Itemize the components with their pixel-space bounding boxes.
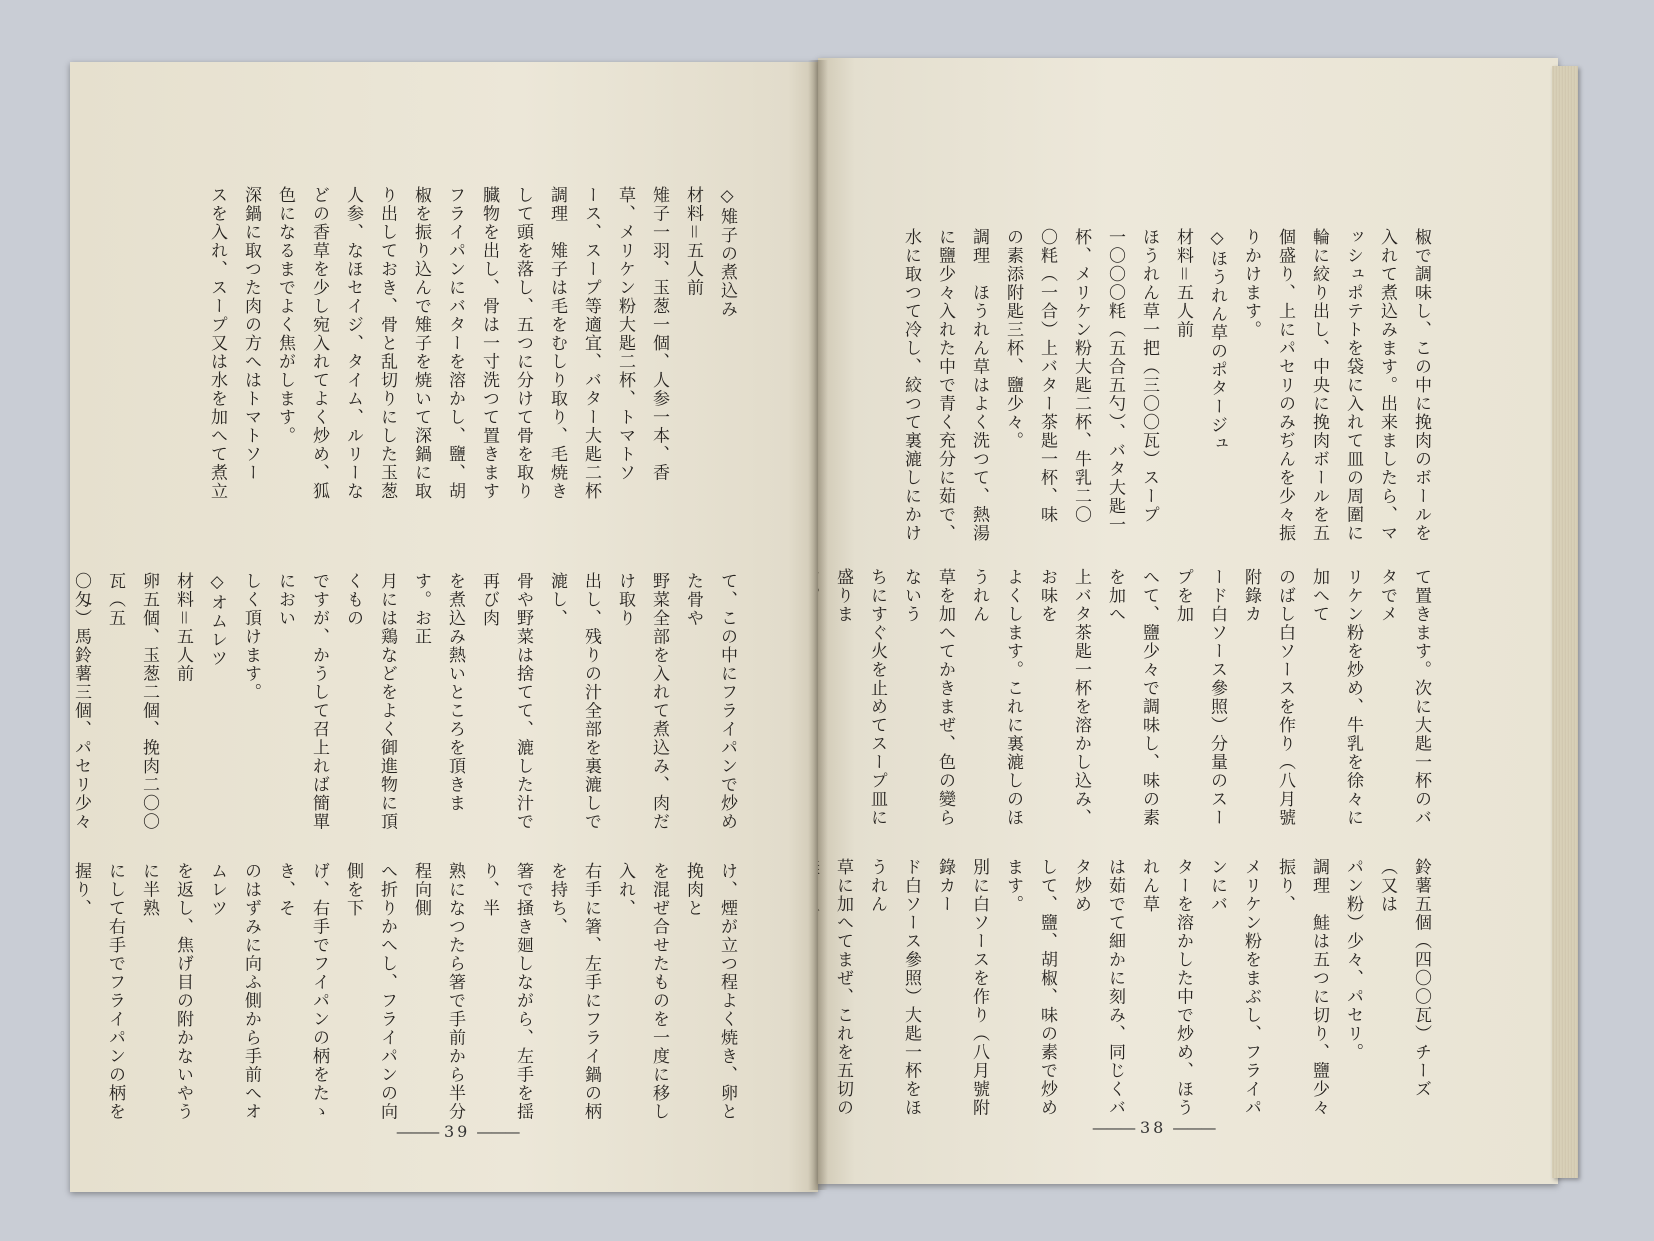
right-page [818,58,1558,1184]
book-gutter [808,60,828,1190]
page-number-left: ——— 39 ——— [390,1122,524,1141]
page-number-right: ——— 38 ——— [1086,1118,1220,1137]
right-middle-text: て置きます。次に大匙一杯のバタでメ リケン粉を炒め、牛乳を徐々に加へて のばし白ソースを作り（八月號附錄カ ード白ソース參照）分量のスープを加 へて、鹽少々で調味し、味の素を加へ 上バタ茶匙一杯を溶かし込み、お味を よくします。これに裏漉しのほうれん 草を加へてかきまぜ、色の變らないう ちにすぐ火を止めてスープ皿に盛りま [833,568,1431,827]
right-bottom-text: 鈴薯五個（四〇〇瓦）チーズ（又は パン粉）少々、パセリ。 調理 鮭は五つに切り、鹽少々振り、 メリケン粉をまぶし、フライパンにバ ターを溶かした中で炒め、ほうれん草 は茹でて細かに刻み、同じくバタ炒め して、鹽、胡椒、味の素で炒めます。 別に白ソースを作り（八月號附錄カー ド白ソース參照）大匙一杯をほうれん 草に加へてまぜ、これを五切の [833,858,1431,1117]
left-page [70,62,818,1192]
left-top-text: ◇雉子の煮込み 材料＝五人前 雉子一羽、玉葱一個、人参一本、香 草、メリケン粉大匙二杯、トマトソ ース、スープ等適宜、バター大匙二杯 調理 雉子は毛をむしり取り、毛焼き して頭を落し、五つに分けて骨を取り 臓物を出し、骨は一寸洗つて置きます フライパンにバターを溶かし、鹽、胡 椒を振り込んで雉子を焼いて深鍋に取 り出しておき、骨と乱切りにした玉葱 人参、なほセイジ、タイム、ルリーな どの香草を少し宛入れてよく炒め、狐 色になるまでよく焦がします。 深鍋に取つた肉の方へはトマトソー スを入れ、スープ又は水を加へて煮立 [207,186,737,501]
left-middle-text: て、この中にフライパンで炒めた骨や 野菜全部を入れて煮込み、肉だけ取り 出し、残りの汁全部を裏漉しで漉し、 骨や野菜は捨てて、漉した汁で再び肉 を煮込み熱いところを頂きます。お正 月には鶏などをよく御進物に頂くもの ですが、かうして召上れば簡單におい しく頂けます。 ◇オムレツ 材料＝五人前 卵五個、玉葱二個、挽肉二〇〇瓦（五 〇匁）馬鈴薯三個、パセリ少々 [71,572,737,831]
right-top-text: 椒で調味し、この中に挽肉のボールを 入れて煮込みます。出来ましたら、マ ッシュポテトを袋に入れて皿の周圍に 輪に絞り出し、中央に挽肉ボールを五 個盛り、上にパセリのみぢんを少々振 りかけます。 ◇ほうれん草のポタージュ 材料＝五人前 ほうれん草一把（三〇〇瓦）スープ 一〇〇〇粍（五合五勺）、バタ大匙一 杯、メリケン粉大匙二杯、牛乳二〇 〇粍（一合）上バター茶匙一杯、味 の素添附匙三杯、鹽少々。 調理 ほうれん草はよく洗つて、熱湯 に鹽少々入れた中で青く充分に茹で、 水に取つて冷し、絞つて裏漉しにかけ [901,228,1431,543]
left-bottom-text: け、煙が立つ程よく焼き、卵と挽肉と を混ぜ合せたものを一度に移し入れ、 右手に箸、左手にフライ鍋の柄を持ち、 箸で掻き廻しながら、左手を揺り、半 熟になつたら箸で手前から半分程向側 へ折りかへし、フライパンの向側を下 げ、右手でフイパンの柄をたゝき、そ のはずみに向ふ側から手前へオムレツ を返し、焦げ目の附かないやうに半熟 にして右手でフライパンの柄を握り、 [71,862,737,1121]
page-edges [1552,66,1578,1178]
